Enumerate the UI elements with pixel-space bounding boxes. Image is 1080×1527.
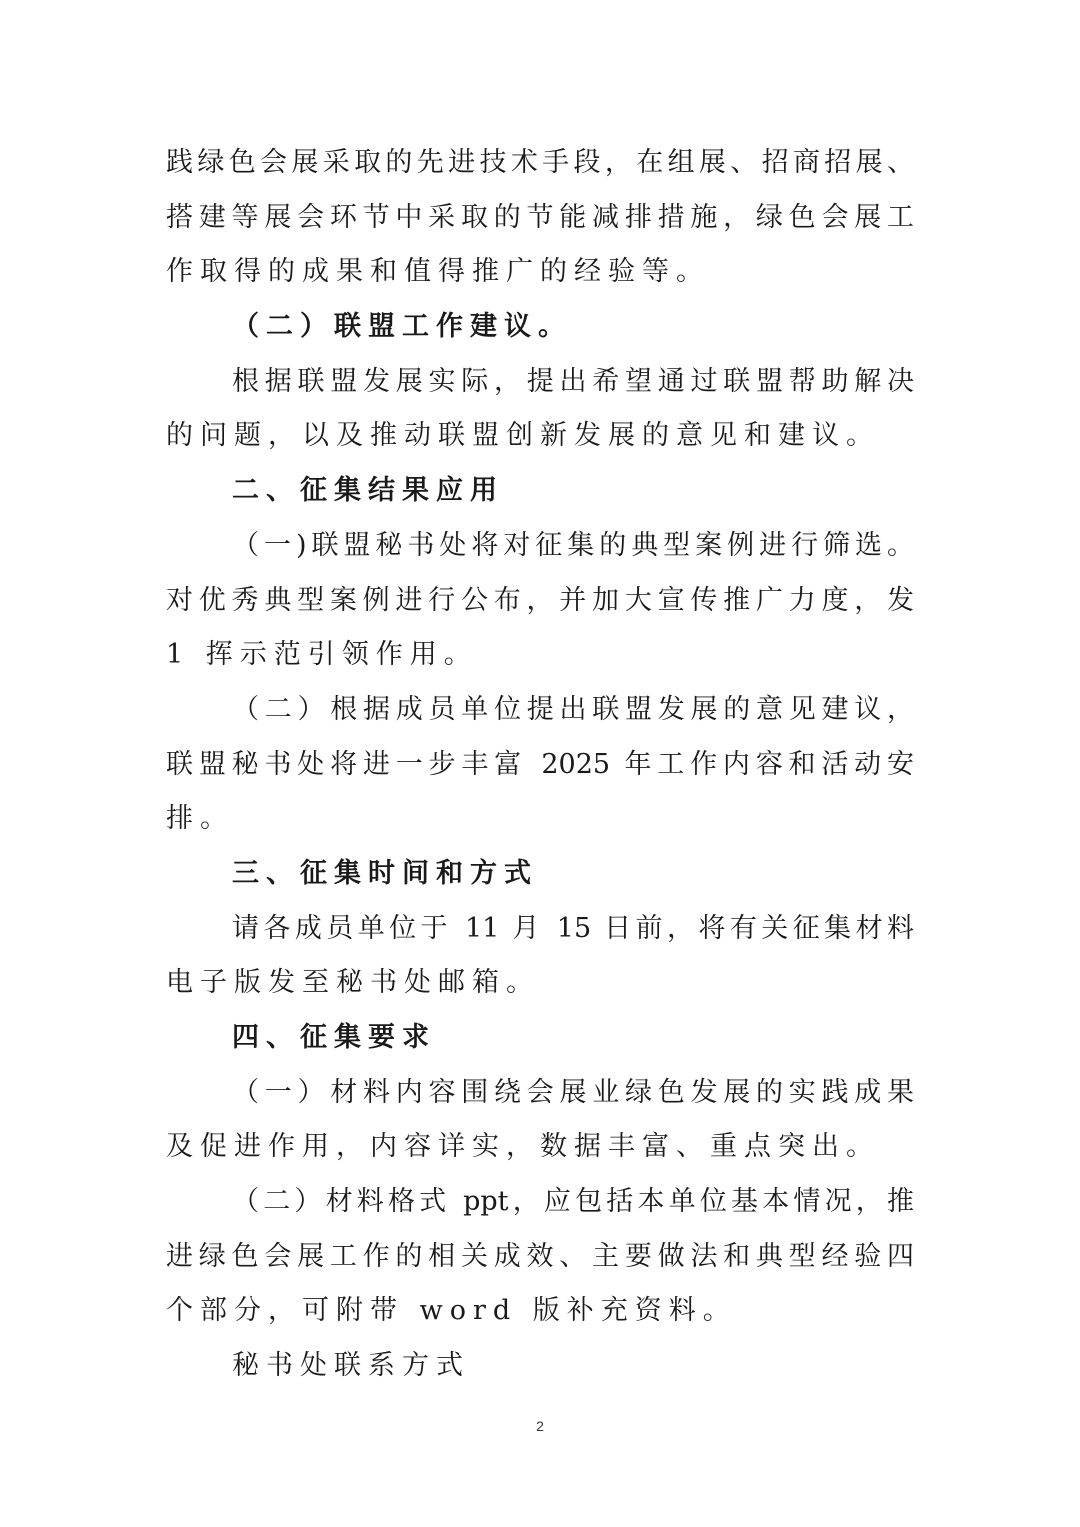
text-line: 电子版发至秘书处邮箱。: [166, 967, 540, 999]
section-heading: 四、征集要求: [232, 1022, 436, 1053]
text-line: 搭建等展会环节中采取的节能减排措施，绿色会展工: [166, 201, 914, 233]
text-line: 秘书处联系方式: [232, 1350, 470, 1382]
text-line: 的问题，以及推动联盟创新发展的意见和建议。: [166, 420, 880, 452]
text-line: （二）根据成员单位提出联盟发展的意见建议，: [232, 693, 914, 725]
section-heading: （二）联盟工作建议。: [232, 311, 572, 343]
text-line: （二）材料格式 ppt，应包括本单位基本情况，推: [232, 1186, 914, 1218]
text-line: 排。: [166, 803, 234, 835]
text-line: 联盟秘书处将进一步丰富 2025 年工作内容和活动安: [166, 748, 914, 780]
text-line: 对优秀典型案例进行公布，并加大宣传推广力度，发: [166, 584, 914, 616]
page-number: 2: [536, 1418, 544, 1434]
text-line: 个部分，可附带 word 版补充资料。: [166, 1295, 737, 1327]
text-line: 践绿色会展采取的先进技术手段，在组展、招商招展、: [166, 147, 914, 178]
text-line: （一）材料内容围绕会展业绿色发展的实践成果: [232, 1076, 914, 1108]
text-line: （一)联盟秘书处将对征集的典型案例进行筛选。: [232, 529, 914, 561]
text-line: 1 挥示范引领作用。: [166, 639, 478, 671]
text-line: 作取得的成果和值得推广的经验等。: [166, 256, 710, 288]
section-heading: 三、征集时间和方式: [232, 857, 538, 889]
section-heading: 二、征集结果应用: [232, 475, 504, 507]
text-line: 及促进作用，内容详实，数据丰富、重点突出。: [166, 1131, 880, 1163]
text-line: 进绿色会展工作的相关成效、主要做法和典型经验四: [166, 1240, 914, 1272]
document-body: [166, 136, 914, 1394]
text-line: 请各成员单位于 11 月 15 日前，将有关征集材料: [232, 912, 914, 944]
text-line: 根据联盟发展实际，提出希望通过联盟帮助解决: [232, 365, 914, 397]
